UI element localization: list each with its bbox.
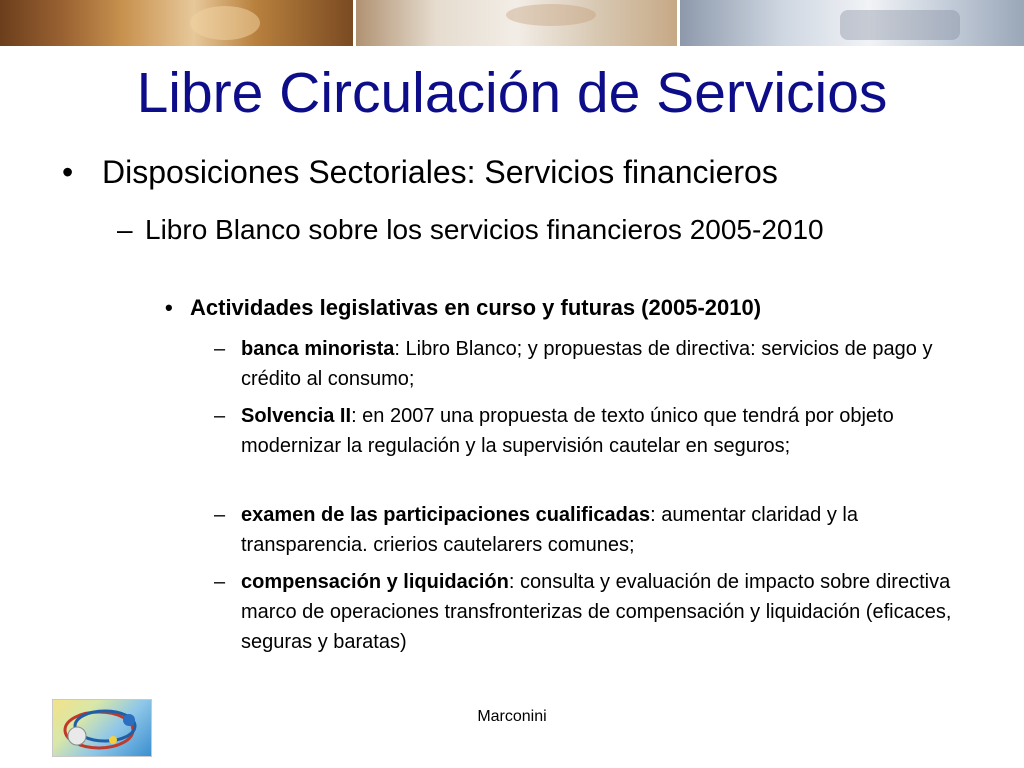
list-item-detail: : consulta y evaluación de impacto sobre directiva marco de operaciones transfronterizas de compensación y liquidación (eficaces, seguras y baratas) bbox=[241, 571, 952, 653]
list-item-detail: : Libro Blanco; y propuestas de directiva: servicios de pago y crédito al consumo; bbox=[241, 338, 933, 390]
list-item-keyword: examen de las participaciones cualificadas bbox=[241, 504, 651, 526]
slide-title: Libre Circulación de Servicios bbox=[136, 61, 888, 125]
dash-mark: – bbox=[214, 338, 226, 360]
list-item-text bbox=[241, 500, 976, 560]
bullet-text: Libro Blanco sobre los servicios financieros 2005-2010 bbox=[145, 214, 824, 245]
list-item-keyword: compensación y liquidación bbox=[241, 571, 509, 593]
list-item-text bbox=[241, 567, 976, 657]
bullet-mark: • bbox=[62, 154, 74, 190]
dash-mark: – bbox=[117, 214, 133, 245]
list-item-keyword: Solvencia II bbox=[241, 405, 352, 427]
list-item-detail: : aumentar claridad y la transparencia. crierios cautelarers comunes; bbox=[241, 504, 858, 556]
dash-mark: – bbox=[214, 405, 226, 427]
bullet-mark: • bbox=[165, 295, 173, 320]
list-item-text bbox=[241, 334, 976, 394]
dash-mark: – bbox=[214, 504, 226, 526]
list-item-detail: : en 2007 una propuesta de texto único que tendrá por objeto modernizar la regulación y la supervisión cautelar en seguros; bbox=[241, 405, 894, 457]
list-item-text bbox=[241, 401, 976, 461]
list-item-keyword: banca minorista bbox=[241, 338, 395, 360]
footer-author: Marconini bbox=[477, 708, 547, 725]
dash-mark: – bbox=[214, 571, 226, 593]
bullet-text: Disposiciones Sectoriales: Servicios financieros bbox=[102, 154, 778, 190]
bullet-text: Actividades legislativas en curso y futuras (2005-2010) bbox=[190, 295, 762, 320]
